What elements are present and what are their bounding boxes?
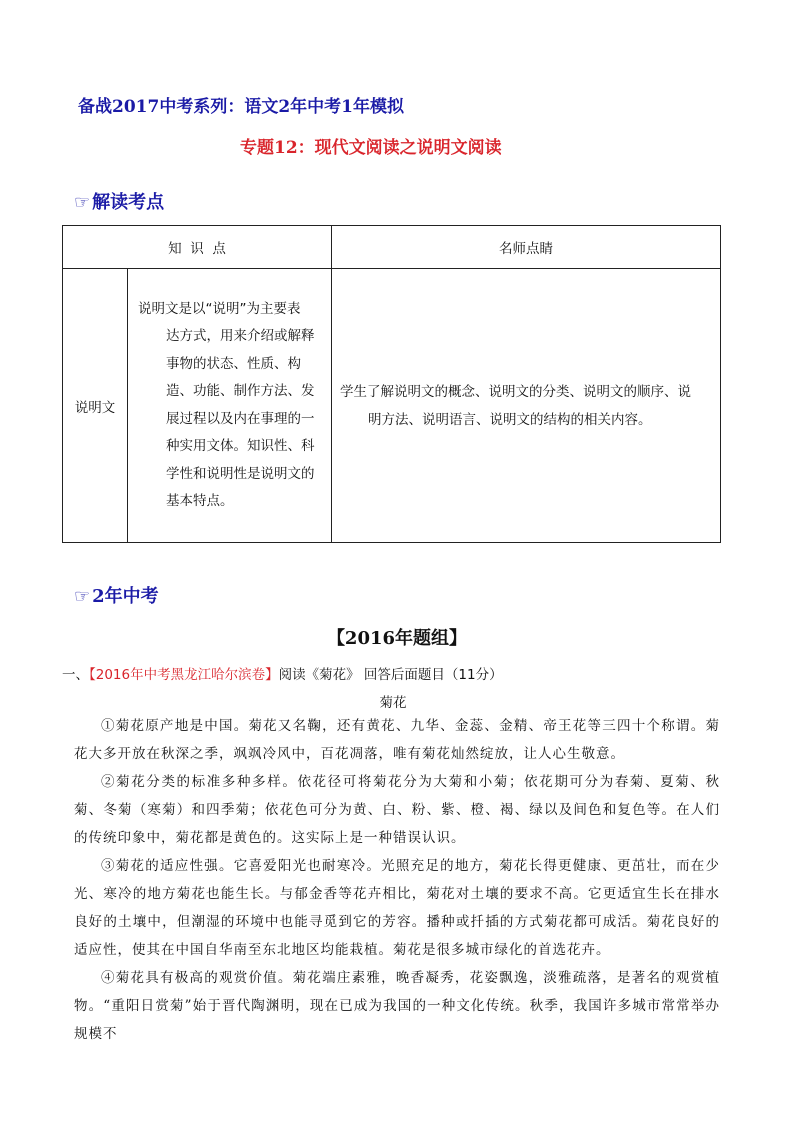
definition-rest: 达方式，用来介绍或解释事物的状态、性质、构造、功能、制作方法、发展过程以及内在事理的一种实用文体。知识性、科学性和说明性是说明文的基本特点。 [166, 328, 315, 509]
section-heading-kaodian [74, 188, 164, 214]
term-cell: 说明文 [63, 269, 128, 543]
column-header-knowledge: 知 识 点 [63, 226, 332, 269]
question-line [62, 663, 503, 683]
comment-cell [332, 269, 721, 543]
article-paragraph: ④菊花具有极高的观赏价值。菊花端庄素雅，晚香凝秀，花姿飘逸，淡雅疏落，是著名的观赏植物。“重阳日赏菊”始于晋代陶渊明，现在已成为我国的一种文化传统。秋季，我国许多城市常常举办规模不 [74, 970, 720, 1042]
section-title: 解读考点 [92, 192, 165, 213]
column-header-teacher-comment: 名师点睛 [332, 226, 721, 269]
question-number: 一、 [62, 667, 89, 683]
article-paragraph: ②菊花分类的标准多种多样。依花径可将菊花分为大菊和小菊；依花期可分为春菊、夏菊、秋菊、冬菊（寒菊）和四季菊；依花色可分为黄、白、粉、紫、橙、褐、绿以及间色和复色等。在人们的传统印象中，菊花都是黄色的。这实际上是一种错误认识。 [74, 774, 720, 846]
section-heading-zhongkao [74, 582, 159, 608]
definition-first-line: 说明文是以“说明”为主要表 [138, 300, 301, 317]
series-title: 备战2017中考系列：语文2年中考1年模拟 [78, 97, 404, 117]
article-title: 菊花 [379, 695, 407, 711]
table-row [63, 269, 721, 543]
comment-rest: 明方法、说明语言、说明文的结构的相关内容。 [368, 411, 652, 428]
question-instruction: 阅读《菊花》 回答后面题目（11分） [278, 667, 503, 683]
article-paragraph: ③菊花的适应性强。它喜爱阳光也耐寒冷。光照充足的地方，菊花长得更健康、更茁壮，而在少光、寒冷的地方菊花也能生长。与郁金香等花卉相比，菊花对土壤的要求不高。它更适宜生长在排水良好的土壤中，但潮湿的环境中也能寻觅到它的芳容。播种或扦插的方式菊花都可成活。菊花良好的适应性，使其在中国自华南至东北地区均能栽植。菊花是很多城市绿化的首选花卉。 [74, 858, 720, 958]
pointing-hand-icon: ☞ [74, 586, 91, 607]
question-source: 【2016年中考黑龙江哈尔滨卷】 [89, 667, 279, 683]
knowledge-table [62, 225, 721, 543]
table-header-row [63, 226, 721, 269]
article-paragraph: ①菊花原产地是中国。菊花又名鞠，还有黄花、九华、金蕊、金精、帝王花等三四十个称谓。菊花大多开放在秋深之季，飒飒冷风中，百花凋落，唯有菊花灿然绽放，让人心生敬意。 [74, 718, 720, 762]
group-title: 【2016年题组】 [326, 628, 468, 649]
pointing-hand-icon: ☞ [74, 192, 91, 213]
topic-title: 专题12：现代文阅读之说明文阅读 [240, 138, 502, 158]
section-title: 2年中考 [92, 586, 159, 607]
definition-cell [128, 269, 332, 543]
comment-first-line: 学生了解说明文的概念、说明文的分类、说明文的顺序、说 [340, 383, 692, 400]
